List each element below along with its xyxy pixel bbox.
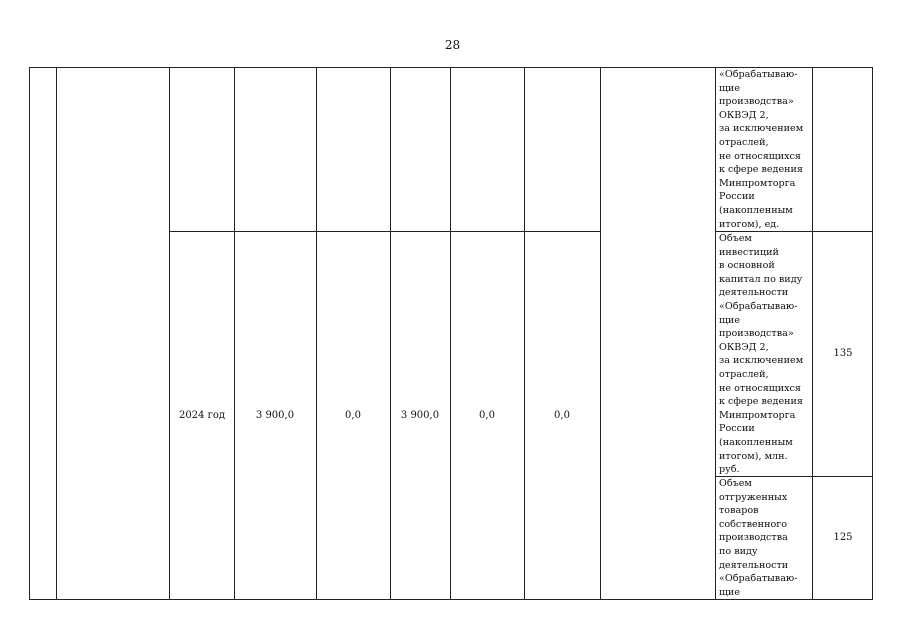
column-line: [524, 67, 525, 600]
value-cell: 3 900,0: [400, 410, 440, 421]
indicator-value: 125: [833, 532, 853, 543]
row-separator: [169, 231, 601, 232]
column-line: [56, 67, 57, 600]
column-line: [316, 67, 317, 600]
column-line: [872, 67, 873, 600]
indicator-value: 135: [833, 348, 853, 359]
column-line: [29, 67, 30, 600]
column-line: [715, 67, 716, 600]
value-cell: 0,0: [479, 410, 495, 421]
year-cell: 2024 год: [178, 410, 226, 421]
column-line: [390, 67, 391, 600]
value-cell: 0,0: [345, 410, 361, 421]
column-line: [450, 67, 451, 600]
page-number: 28: [444, 38, 461, 52]
column-line: [169, 67, 170, 600]
column-line: [812, 67, 813, 600]
column-line: [600, 67, 601, 600]
indicator-description: Объем отгруженных товаров собственного производства по виду деятельности «Обрабатываю- щие: [719, 478, 798, 598]
value-cell: 3 900,0: [255, 410, 295, 421]
column-line: [234, 67, 235, 600]
value-cell: 0,0: [554, 410, 570, 421]
indicator-description: Объем инвестиций в основной капитал по виду деятельности «Обрабатываю- щие производства» ОКВЭД 2, за исключением отраслей, не относящихся к сфере ведения Минпромторга России (накопленным итогом), млн. руб.: [719, 233, 804, 476]
indicator-description: «Обрабатываю- щие производства» ОКВЭД 2, за исключением отраслей, не относящихся к сфере ведения Минпромторга России (накопленным итогом), ед.: [719, 69, 804, 230]
